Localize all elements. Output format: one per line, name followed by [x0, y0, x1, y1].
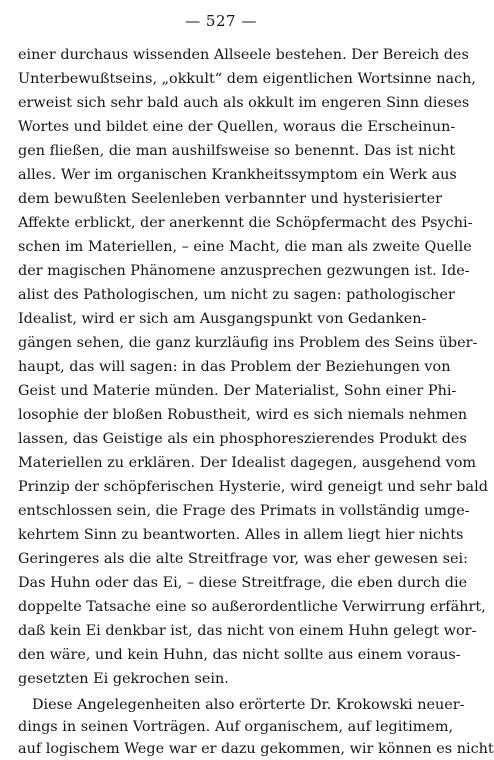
text-line: dings in seinen Vorträgen. Auf organischem, auf legitimem,	[18, 719, 454, 735]
text-line: kehrtem Sinn zu beantworten. Alles in allem liegt hier nichts	[18, 527, 464, 543]
text-line: Geringeres als die alte Streitfrage vor, was eher gewesen sei:	[18, 551, 468, 567]
text-line: alist des Pathologischen, um nicht zu sagen: pathologischer	[18, 287, 455, 303]
text-line: Affekte erblickt, der anerkennt die Schöpfermacht des Psychi-	[18, 215, 473, 231]
text-line: Idealist, wird er sich am Ausgangspunkt von Gedanken-	[18, 311, 427, 327]
text-line: gängen sehen, die ganz kurzläufig ins Problem des Seins über-	[18, 335, 478, 351]
text-line: erweist sich sehr bald auch als okkult im engeren Sinn dieses	[18, 95, 470, 111]
text-line: der magischen Phänomene anzusprechen gezwungen ist. Ide-	[18, 263, 470, 279]
text-line: den wäre, und kein Huhn, das nicht sollte aus einem voraus-	[18, 647, 461, 663]
text-line: Wortes und bildet eine der Quellen, woraus die Erscheinun-	[18, 119, 456, 135]
text-line: einer durchaus wissenden Allseele bestehen. Der Bereich des	[18, 47, 469, 63]
text-line: doppelte Tatsache eine so außerordentliche Verwirrung erfährt,	[18, 599, 486, 615]
text-line: Unterbewußtseins, „okkult“ dem eigentlichen Wortsinne nach,	[18, 71, 476, 87]
text-line: Prinzip der schöpferischen Hysterie, wird geneigt und sehr bald	[18, 479, 488, 495]
paragraph-start-line: Diese Angelegenheiten also erörterte Dr. Krokowski neuer-	[32, 697, 465, 713]
paragraph-end-line: gesetzten Ei gekrochen sein.	[18, 671, 229, 687]
text-line: gen fließen, die man aushilfsweise so benennt. Das ist nicht	[18, 143, 456, 159]
text-line: auf logischem Wege war er dazu gekommen, wir können es nicht	[18, 741, 494, 757]
text-line: schen im Materiellen, – eine Macht, die man als zweite Quelle	[18, 239, 472, 255]
page-number: — 527 —	[185, 12, 257, 30]
text-line: entschlossen sein, die Frage des Primats in vollständig umge-	[18, 503, 470, 519]
text-line: Das Huhn oder das Ei, – diese Streitfrage, die eben durch die	[18, 575, 468, 591]
text-line: lassen, das Geistige als ein phosphoreszierendes Produkt des	[18, 431, 467, 447]
text-line: losophie der bloßen Robustheit, wird es sich niemals nehmen	[18, 407, 468, 423]
text-line: Geist und Materie münden. Der Materialist, Sohn einer Phi-	[18, 383, 457, 399]
text-line: daß kein Ei denkbar ist, das nicht von einem Huhn gelegt wor-	[18, 623, 477, 639]
text-line: haupt, das will sagen: in das Problem der Beziehungen von	[18, 359, 451, 375]
text-line: dem bewußten Seelenleben verbannter und hysterisierter	[18, 191, 443, 207]
text-line: alles. Wer im organischen Krankheitssymptom ein Werk aus	[18, 167, 457, 183]
text-line: Materiellen zu erklären. Der Idealist dagegen, ausgehend vom	[18, 455, 477, 471]
